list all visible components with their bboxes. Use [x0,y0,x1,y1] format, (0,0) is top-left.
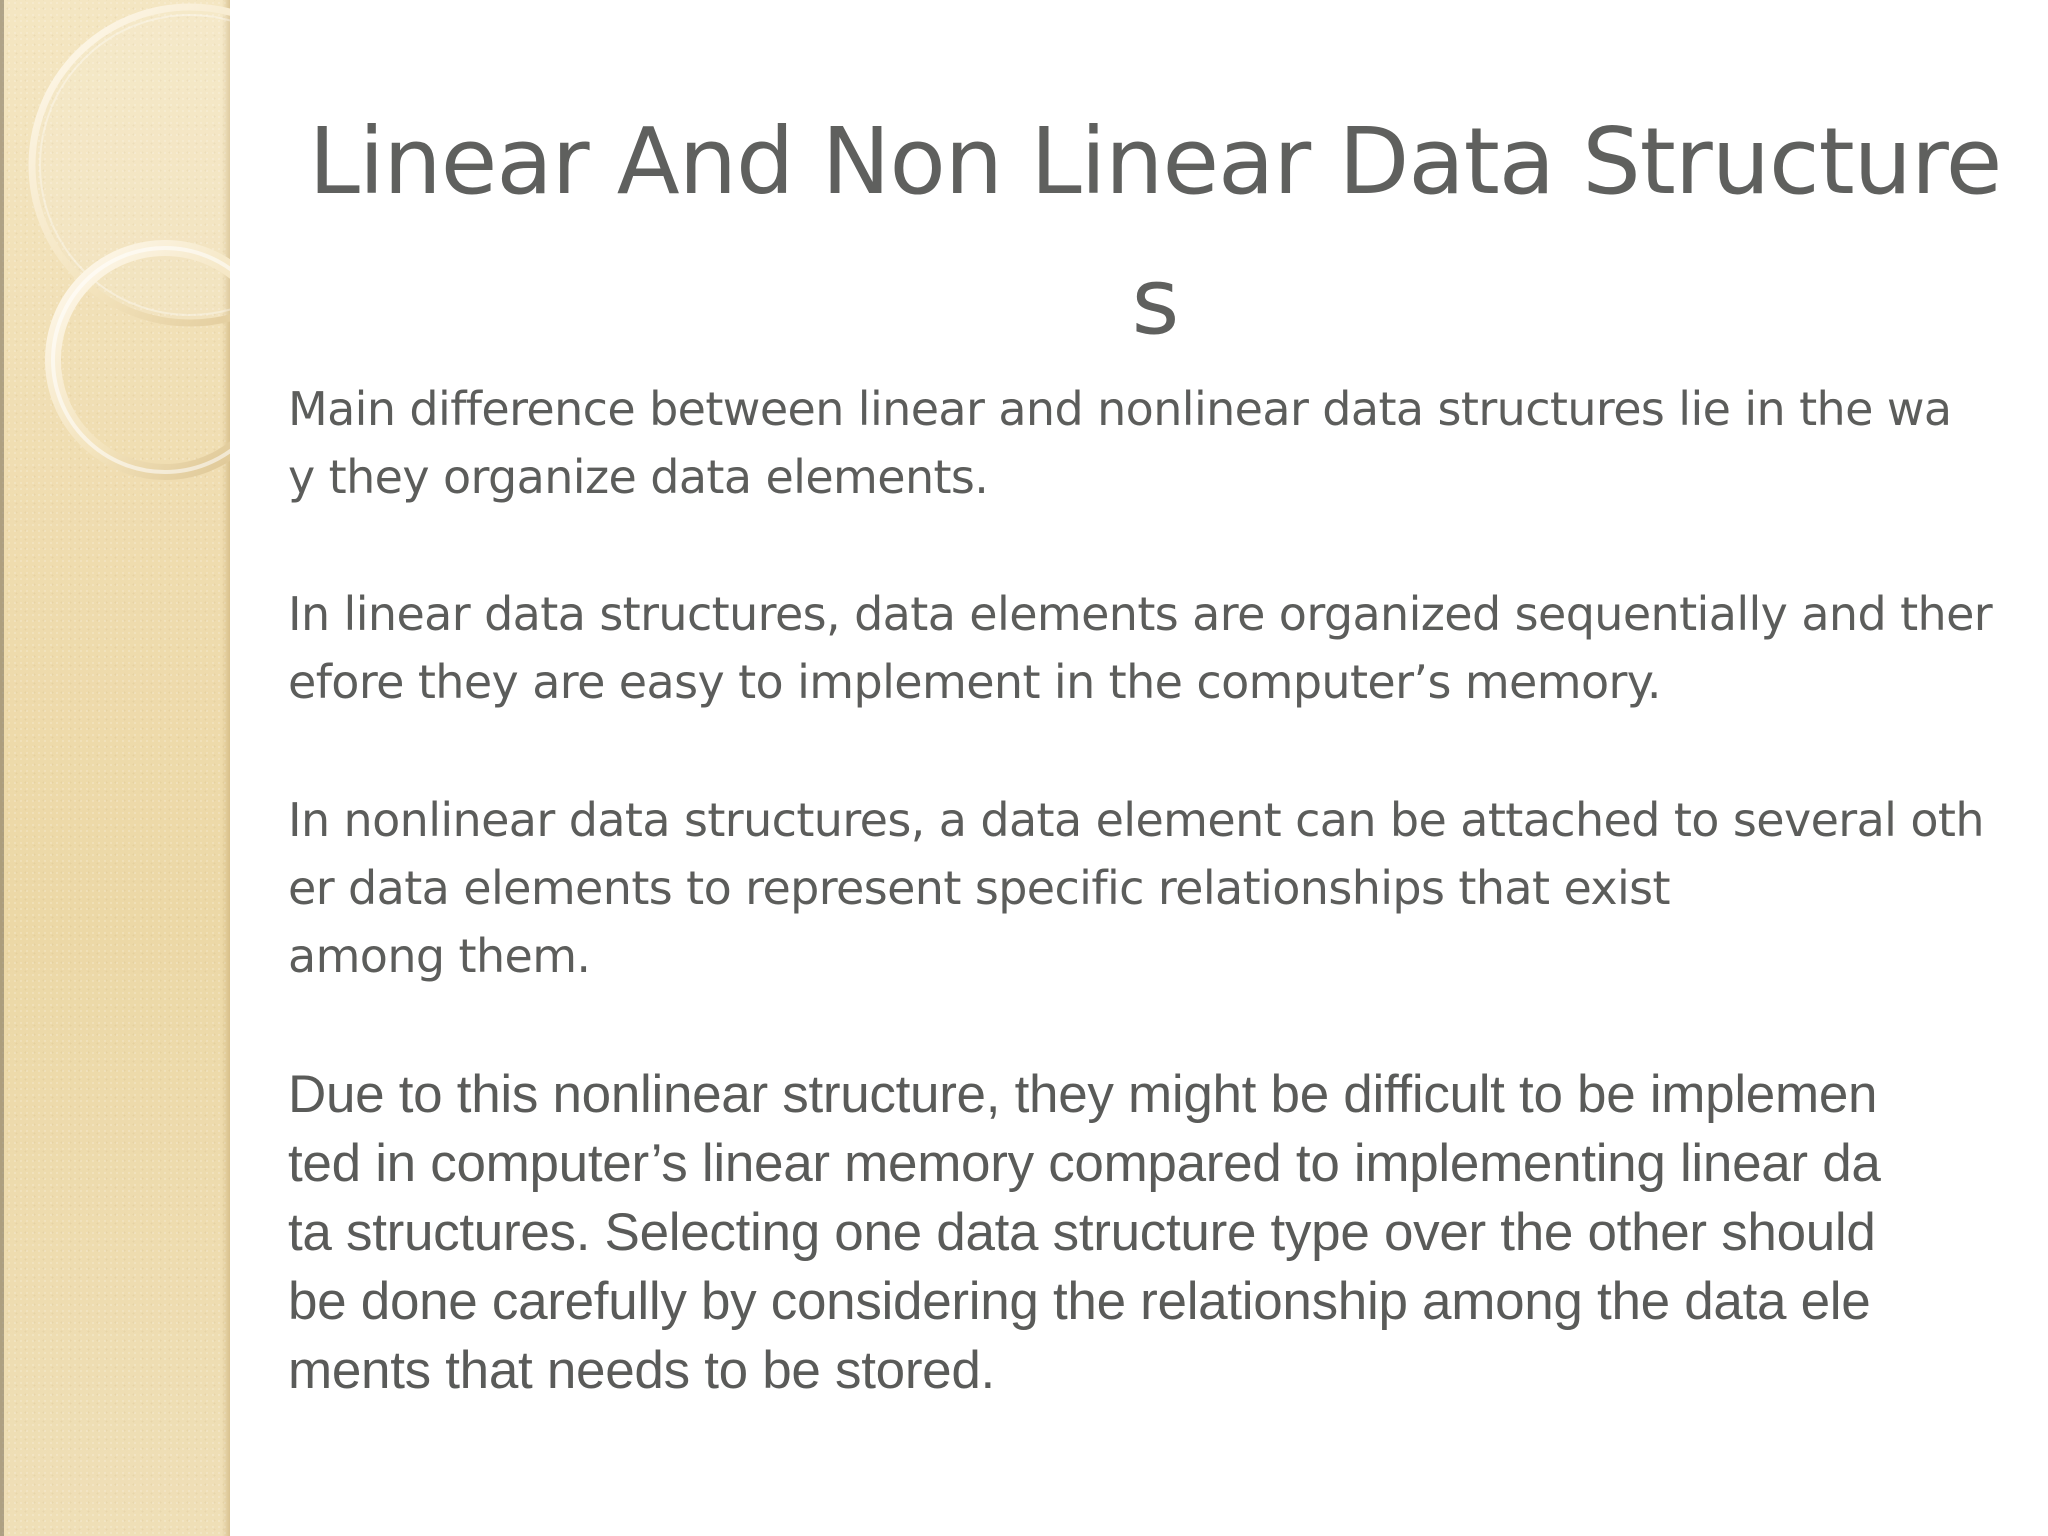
decorative-side-band [0,0,230,1536]
large-ring-shape [32,7,230,323]
paragraph-main-difference: Main difference between linear and nonlinear data structures lie in the wa y they organize data elements. [288,382,1952,504]
slide-title: Linear And Non Linear Data Structure s [308,108,2002,355]
paragraph-linear-structures: In linear data structures, data elements are organized sequentially and ther efore they are easy to implement in the computer’s memory. [288,587,1993,709]
paragraph-implementation-note: Due to this nonlinear structure, they might be difficult to be implemen ted in computer’s linear memory compared to implementing linear da ta structures. Selecting one data structure type over the other should be done carefully by considering the relationship among the data ele ments that needs to be stored. [288,1065,1881,1400]
decorative-rings [0,0,230,520]
paragraph-nonlinear-structures: In nonlinear data structures, a data element can be attached to several oth er data elements to represent specific relationships that exist among them. [288,793,1984,983]
